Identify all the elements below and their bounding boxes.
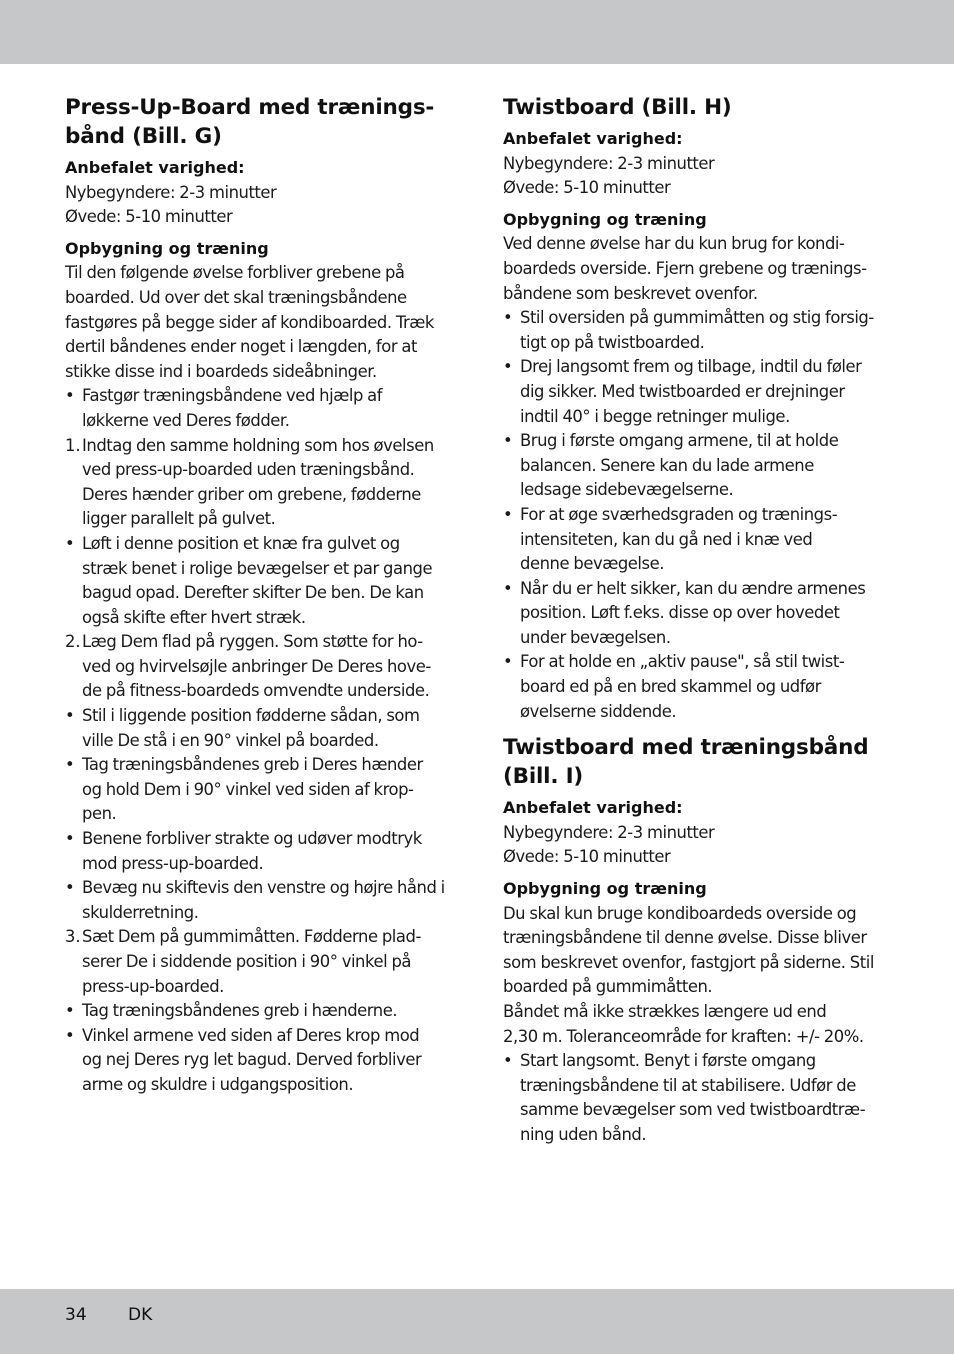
- duration-title: Anbefalet varighed:: [65, 158, 245, 177]
- heading-line: (Bill. I): [503, 764, 584, 790]
- list-item-text: [520, 1049, 888, 1147]
- list-item: [503, 429, 888, 503]
- text-line: Drej langsomt frem og tilbage, indtil du føler: [520, 357, 862, 377]
- text-line: Start langsomt. Benyt i første omgang: [520, 1051, 816, 1071]
- text-line: Løft i denne position et knæ fra gulvet og: [82, 533, 400, 553]
- list-item-text: [82, 704, 455, 753]
- text-line: Vinkel armene ved siden af Deres krop mod: [82, 1025, 420, 1045]
- section-heading: [65, 93, 455, 151]
- text-line: ved og hvirvelsøjle anbringer De Deres hove-: [82, 656, 431, 676]
- text-line: Ved denne øvelse har du kun brug for kondi-: [503, 234, 845, 254]
- text-line: skulderretning.: [82, 902, 199, 922]
- duration-line: Nybegyndere: 2-3 minutter: [503, 822, 715, 842]
- text-line: ved press-up-boarded uden træningsbånd.: [82, 460, 415, 480]
- text-line: Tag træningsbåndenes greb i hænderne.: [82, 1001, 398, 1021]
- list-item-text: [82, 434, 455, 532]
- text-line: som beskrevet ovenfor, fastgjort på siderne. Stil: [503, 952, 874, 972]
- list-item: [65, 434, 455, 532]
- text-line: board ed på en bred skammel og udfør: [520, 677, 821, 697]
- right-column: [503, 93, 888, 1148]
- header-band: [0, 0, 954, 64]
- list-item: [503, 355, 888, 429]
- text-line: Når du er helt sikker, kan du ændre armenes: [520, 578, 866, 598]
- text-line: arme og skuldre i udgangsposition.: [82, 1074, 354, 1094]
- text-line: Indtag den samme holdning som hos øvelsen: [82, 435, 434, 455]
- list-item-text: [82, 925, 455, 999]
- instruction-list: [503, 1049, 888, 1147]
- text-line: Fastgør træningsbåndene ved hjælp af: [82, 386, 383, 406]
- list-item-text: [82, 384, 455, 433]
- list-marker: •: [65, 878, 75, 898]
- list-marker: •: [65, 1001, 75, 1021]
- text-line: 2,30 m. Toleranceområde for kraften: +/- 20%.: [503, 1026, 864, 1046]
- list-item-text: [520, 306, 888, 355]
- duration-line: Nybegyndere: 2-3 minutter: [503, 153, 715, 173]
- text-line: Du skal kun bruge kondiboardeds overside og: [503, 903, 857, 923]
- list-item: [65, 753, 455, 827]
- text-line: båndene som beskrevet ovenfor.: [503, 283, 758, 303]
- text-line: under bevægelsen.: [520, 627, 671, 647]
- heading-line: Twistboard (Bill. H): [503, 95, 732, 120]
- duration-line: Øvede: 5-10 minutter: [503, 847, 671, 867]
- text-line: Bevæg nu skiftevis den venstre og højre hånd i: [82, 878, 445, 898]
- list-item-text: [82, 1024, 455, 1098]
- text-line: stræk benet i rolige bevægelser et par gange: [82, 558, 433, 578]
- list-marker: •: [503, 431, 513, 451]
- heading-line: bånd (Bill. G): [65, 124, 222, 149]
- list-marker: 2.: [65, 632, 81, 652]
- text-line: og hold Dem i 90° vinkel ved siden af krop-: [82, 779, 414, 799]
- text-line: de på fitness-boardeds omvendte underside.: [82, 681, 430, 701]
- list-marker: 1.: [65, 435, 81, 455]
- list-marker: •: [503, 308, 513, 328]
- text-line: press-up-boarded.: [82, 976, 224, 996]
- text-line: serer De i siddende position i 90° vinkel på: [82, 952, 411, 971]
- list-item: [503, 577, 888, 651]
- text-line: Båndet må ikke strækkes længere ud end: [503, 1002, 827, 1021]
- build-title: Opbygning og træning: [503, 879, 707, 899]
- left-column: [65, 93, 455, 1098]
- duration-line: Øvede: 5-10 minutter: [65, 207, 233, 227]
- duration-line: Øvede: 5-10 minutter: [503, 178, 671, 198]
- text-line: samme bevægelser som ved twistboardtræ-: [520, 1100, 866, 1120]
- list-item-text: [520, 355, 888, 429]
- text-line: Brug i første omgang armene, til at holde: [520, 431, 839, 451]
- text-line: position. Løft f.eks. disse op over hovedet: [520, 603, 840, 623]
- duration-line: Nybegyndere: 2-3 minutter: [65, 182, 277, 202]
- list-item-text: [82, 753, 455, 827]
- duration-title: Anbefalet varighed:: [503, 798, 683, 818]
- list-item-text: [520, 503, 888, 577]
- text-line: ville De stå i en 90° vinkel på boarded.: [82, 730, 379, 750]
- intro-paragraph: [65, 261, 455, 384]
- intro-paragraph: [503, 232, 888, 306]
- list-item: [503, 503, 888, 577]
- list-item: [65, 925, 455, 999]
- text-line: Til den følgende øvelse forbliver grebene på: [65, 263, 405, 283]
- list-marker: 3.: [65, 927, 81, 947]
- text-line: øvelserne siddende.: [520, 701, 677, 721]
- text-line: Tag træningsbåndenes greb i Deres hænder: [82, 755, 423, 775]
- list-item: [65, 704, 455, 753]
- text-line: træningsbåndene til at stabilisere. Udfør de: [520, 1075, 856, 1095]
- duration-title: Anbefalet varighed:: [503, 129, 683, 148]
- text-line: boardeds overside. Fjern grebene og trænings-: [503, 258, 867, 278]
- build-title: Opbygning og træning: [65, 238, 269, 258]
- list-marker: •: [65, 706, 75, 726]
- list-marker: •: [65, 533, 75, 553]
- list-item: [65, 630, 455, 704]
- list-marker: •: [503, 1051, 513, 1071]
- list-item: [503, 306, 888, 355]
- list-item-text: [82, 532, 455, 630]
- text-line: Stil i liggende position fødderne sådan, som: [82, 706, 420, 726]
- list-item: [503, 1049, 888, 1147]
- list-marker: •: [65, 386, 75, 406]
- list-marker: •: [503, 504, 513, 524]
- text-line: dig sikker. Med twistboarded er drejninger: [520, 381, 845, 401]
- text-line: pen.: [82, 804, 117, 824]
- text-line: balancen. Senere kan du lade armene: [520, 455, 814, 475]
- list-marker: •: [503, 357, 513, 377]
- text-line: Sæt Dem på gummimåtten. Fødderne plad-: [82, 927, 421, 947]
- list-item: [503, 650, 888, 724]
- section-heading: [503, 733, 888, 791]
- text-line: For at holde en „aktiv pause", så stil twist-: [520, 652, 845, 672]
- language-code: DK: [128, 1305, 153, 1325]
- build-title: Opbygning og træning: [503, 209, 707, 229]
- list-marker: •: [65, 1025, 75, 1045]
- text-line: stikke disse ind i boardeds sideåbninger.: [65, 361, 377, 381]
- text-line: boarded på gummimåtten.: [503, 977, 713, 997]
- text-line: og nej Deres ryg let bagud. Derved forbliver: [82, 1050, 422, 1070]
- list-item-text: [82, 999, 455, 1024]
- list-item-text: [520, 650, 888, 724]
- text-line: indtil 40° i begge retninger mulige.: [520, 406, 790, 426]
- list-marker: •: [503, 578, 513, 598]
- text-line: dertil båndenes ender noget i længden, for at: [65, 337, 417, 357]
- list-item: [65, 999, 455, 1024]
- list-marker: •: [65, 755, 75, 775]
- list-marker: •: [65, 829, 75, 849]
- instruction-list: [65, 384, 455, 1097]
- text-line: Læg Dem flad på ryggen. Som støtte for ho-: [82, 632, 423, 652]
- intro-paragraph: [503, 902, 888, 1050]
- list-item: [65, 384, 455, 433]
- section-heading: [503, 93, 888, 122]
- list-marker: •: [503, 652, 513, 672]
- instruction-list: [503, 306, 888, 724]
- page-number: 34: [65, 1305, 87, 1325]
- text-line: træningsbåndene til denne øvelse. Disse bliver: [503, 928, 867, 948]
- text-line: intensiteten, kan du gå ned i knæ ved: [520, 529, 813, 549]
- list-item-text: [520, 577, 888, 651]
- text-line: ning uden bånd.: [520, 1124, 647, 1144]
- list-item-text: [520, 429, 888, 503]
- list-item-text: [82, 876, 455, 925]
- text-line: også skifte efter hvert stræk.: [82, 607, 306, 627]
- text-line: fastgøres på begge sider af kondiboarded. Træk: [65, 312, 434, 332]
- list-item: [65, 532, 455, 630]
- list-item-text: [82, 827, 455, 876]
- text-line: ledsage sidebevægelserne.: [520, 480, 734, 500]
- heading-line: Press-Up-Board med trænings-: [65, 95, 435, 120]
- text-line: bagud opad. Derefter skifter De ben. De kan: [82, 583, 424, 603]
- text-line: Deres hænder griber om grebene, fødderne: [82, 484, 421, 504]
- list-item-text: [82, 630, 455, 704]
- text-line: Benene forbliver strakte og udøver modtryk: [82, 829, 422, 849]
- text-line: Stil oversiden på gummimåtten og stig forsig-: [520, 308, 874, 328]
- text-line: ligger parallelt på gulvet.: [82, 509, 276, 529]
- text-line: For at øge sværhedsgraden og trænings-: [520, 504, 838, 524]
- text-line: denne bevægelse.: [520, 554, 665, 574]
- text-line: mod press-up-boarded.: [82, 853, 264, 873]
- text-line: løkkerne ved Deres fødder.: [82, 410, 290, 430]
- text-line: tigt op på twistboarded.: [520, 332, 705, 352]
- list-item: [65, 876, 455, 925]
- text-line: boarded. Ud over det skal træningsbåndene: [65, 287, 407, 307]
- list-item: [65, 827, 455, 876]
- heading-line: Twistboard med træningsbånd: [503, 735, 869, 761]
- list-item: [65, 1024, 455, 1098]
